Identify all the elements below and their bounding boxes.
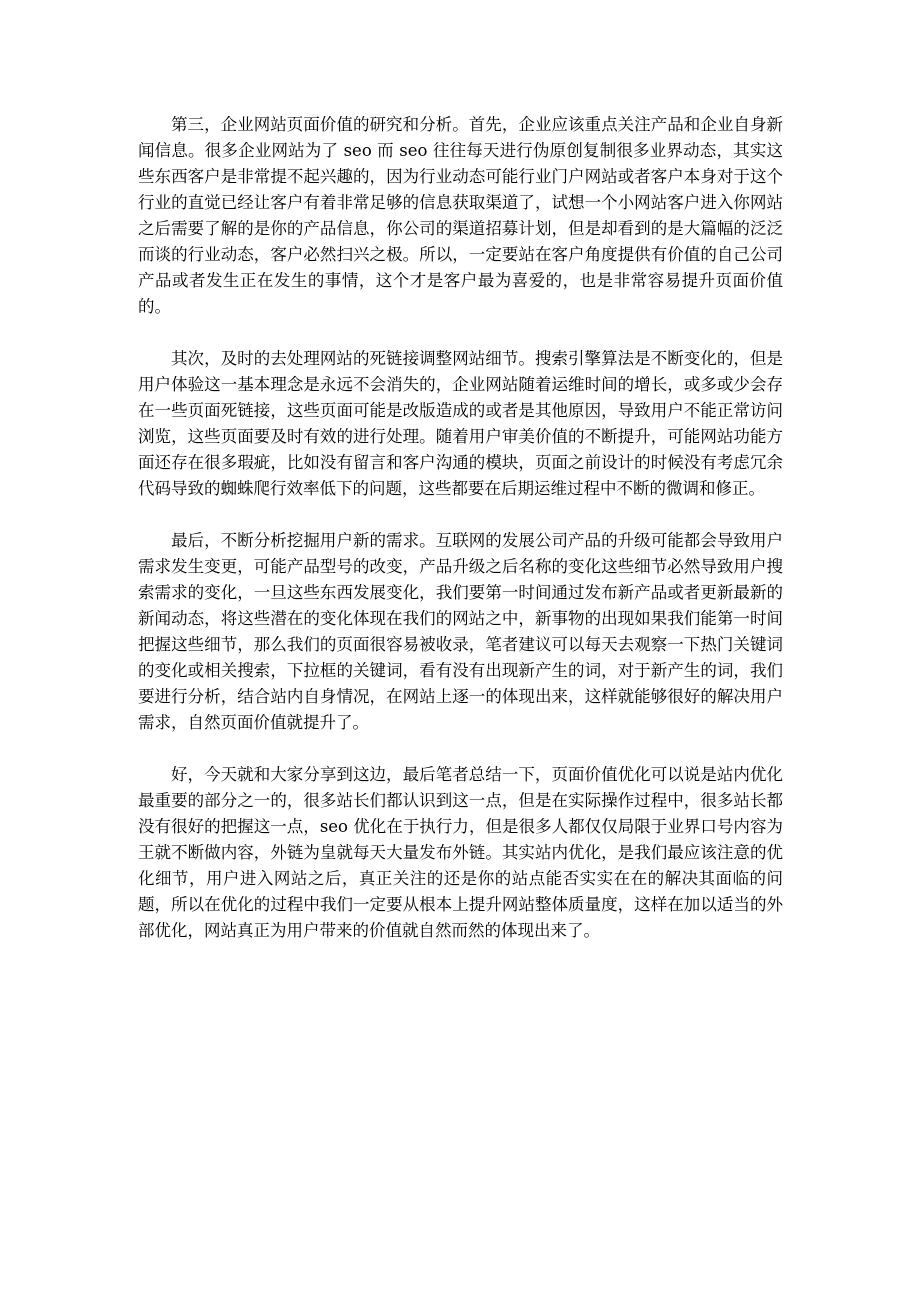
paragraph-summary: 好，今天就和大家分享到这边，最后笔者总结一下，页面价值优化可以说是站内优化最重要的部分之一的，很多站长们都认识到这一点，但是在实际操作过程中，很多站长都没有很好的把握这一点，seo 优化在于执行力，但是很多人都仅仅局限于业界口号内容为王就不断做内容，外链为皇就每天大量发布外链。其实站内优化，是我们最应该注意的优化细节，用户进入网站之后，真正关注的还是你的站点能否实实在在的解决其面临的问题，所以在优化的过程中我们一定要从根本上提升网站整体质量度，这样在加以适当的外部优化，网站真正为用户带来的价值就自然而然的体现出来了。 — [138, 765, 783, 940]
document-body — [138, 112, 783, 970]
paragraph-dead-links: 其次，及时的去处理网站的死链接调整网站细节。搜索引擎算法是不断变化的，但是用户体验这一基本理念是永远不会消失的，企业网站随着运维时间的增长，或多或少会存在一些页面死链接，这些页面可能是改版造成的或者是其他原因，导致用户不能正常访问浏览，这些页面要及时有效的进行处理。随着用户审美价值的不断提升，可能网站功能方面还存在很多瑕疵，比如没有留言和客户沟通的模块，页面之前设计的时候没有考虑冗余代码导致的蜘蛛爬行效率低下的问题，这些都要在后期运维过程中不断的微调和修正。 — [138, 349, 783, 498]
paragraph-user-needs: 最后，不断分析挖掘用户新的需求。互联网的发展公司产品的升级可能都会导致用户需求发生变更，可能产品型号的改变，产品升级之后名称的变化这些细节必然导致用户搜索需求的变化，一旦这些东西发展变化，我们要第一时间通过发布新产品或者更新最新的新闻动态，将这些潜在的变化体现在我们的网站之中，新事物的出现如果我们能第一时间把握这些细节，那么我们的页面很容易被收录，笔者建议可以每天去观察一下热门关键词的变化或相关搜索，下拉框的关键词，看有没有出现新产生的词，对于新产生的词，我们要进行分析，结合站内自身情况，在网站上逐一的体现出来，这样就能够很好的解决用户需求，自然页面价值就提升了。 — [138, 531, 783, 732]
paragraph-content-value: 第三，企业网站页面价值的研究和分析。首先，企业应该重点关注产品和企业自身新闻信息。很多企业网站为了 seo 而 seo 往往每天进行伪原创复制很多业界动态，其实这些东西客户是非常提不起兴趣的，因为行业动态可能行业门户网站或者客户本身对于这个行业的直觉已经让客户有着非常足够的信息获取渠道了，试想一个小网站客户进入你网站之后需要了解的是你的产品信息，你公司的渠道招募计划，但是却看到的是大篇幅的泛泛而谈的行业动态，客户必然扫兴之极。所以，一定要站在客户角度提供有价值的自己公司产品或者发生正在发生的事情，这个才是客户最为喜爱的，也是非常容易提升页面价值的。 — [138, 115, 783, 316]
